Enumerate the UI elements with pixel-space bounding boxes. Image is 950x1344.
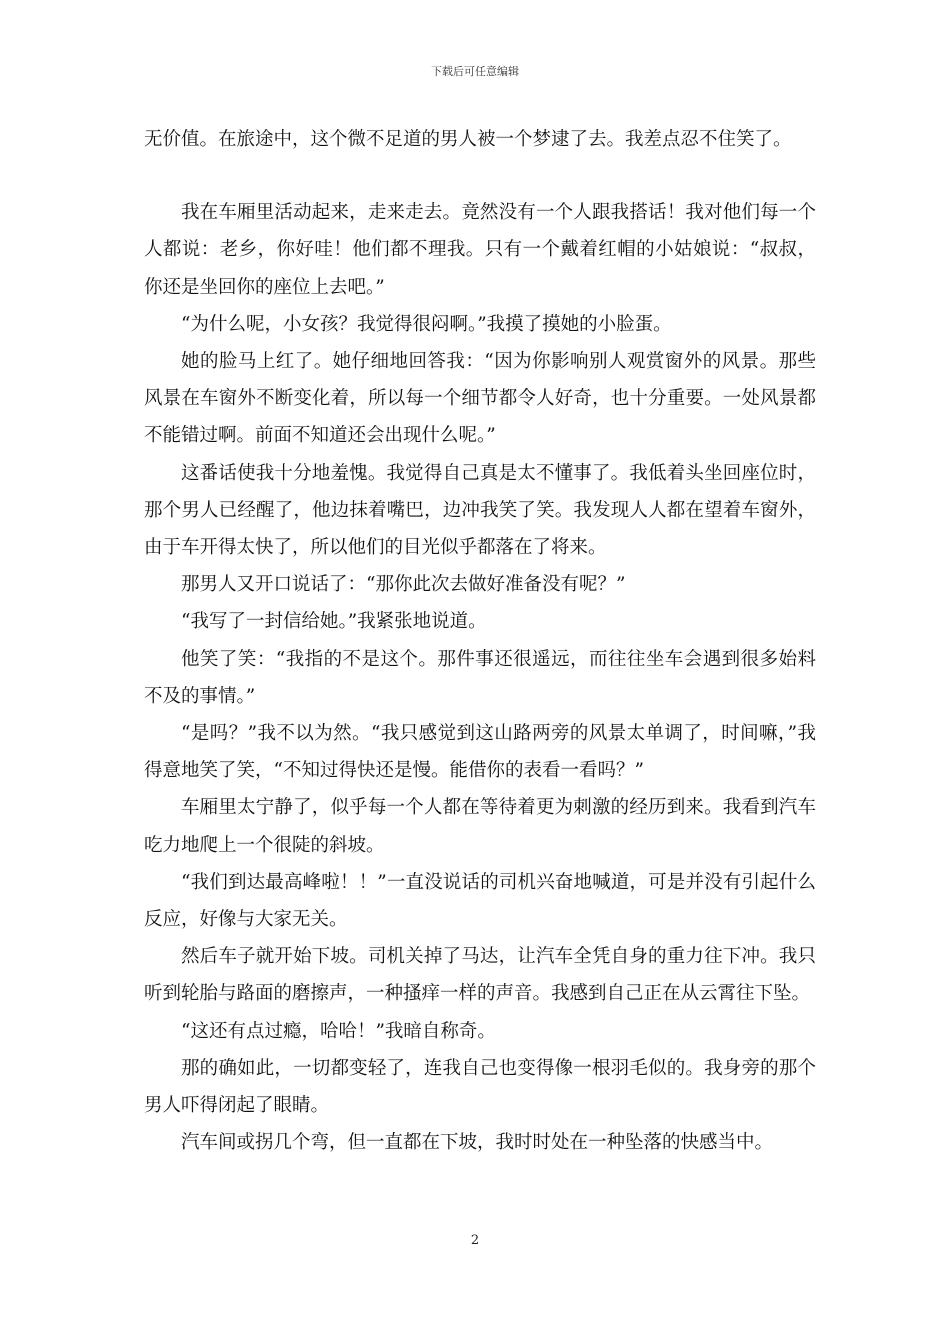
paragraph: 我在车厢里活动起来，走来走去。竟然没有一个人跟我搭话！我对他们每一个人都说：老乡，你好哇！他们都不理我。只有一个戴着红帽的小姑娘说：“叔叔，你还是坐回你的座位上去吧。” [144, 202, 816, 298]
paragraph: “是吗？”我不以为然。“我只感觉到这山路两旁的风景太单调了，时间嘛，”我得意地笑了笑，“不知过得快还是慢。能借你的表看一看吗？” [144, 723, 816, 782]
paragraph: 那的确如此，一切都变轻了，连我自己也变得像一根羽毛似的。我身旁的那个男人吓得闭起了眼睛。 [144, 1057, 816, 1117]
paragraph: 车厢里太宁静了，似乎每一个人都在等待着更为刺激的经历到来。我看到汽车吃力地爬上一个很陡的斜坡。 [144, 797, 816, 856]
paragraph-continuation: 无价值。在旅途中，这个微不足道的男人被一个梦逮了去。我差点忍不住笑了。 [144, 129, 792, 150]
paragraph: “这还有点过瘾，哈哈！”我暗自称奇。 [181, 1020, 496, 1042]
paragraph: 这番话使我十分地羞愧。我觉得自己真是太不懂事了。我低着头坐回座位时，那个男人已经醒了，他边抹着嘴巴，边冲我笑了笑。我发现人人都在望着车窗外，由于车开得太快了，所以他们的目光似乎都落在了将来。 [144, 462, 816, 559]
page-header: 下载后可任意编辑 [431, 65, 519, 78]
paragraph: “我写了一封信给她。”我紧张地说道。 [181, 611, 487, 633]
paragraph: 汽车间或拐几个弯，但一直都在下坡，我时时处在一种坠落的快感当中。 [181, 1132, 774, 1154]
page-number: 2 [470, 1233, 480, 1248]
paragraph: 那男人又开口说话了：“那你此次去做好准备没有呢？” [181, 574, 626, 596]
document-body [144, 121, 816, 1161]
paragraph: 他笑了笑：“我指的不是这个。那件事还很遥远，而往往坐车会遇到很多始料不及的事情。” [144, 648, 816, 707]
paragraph: 她的脸马上红了。她仔细地回答我：“因为你影响别人观赏窗外的风景。那些风景在车窗外不断变化着，所以每一个细节都令人好奇，也十分重要。一处风景都不能错过啊。前面不知道还会出现什么呢。” [144, 351, 816, 447]
paragraph: “我们到达最高峰啦！！”一直没说话的司机兴奋地喊道，可是并没有引起什么反应，好像与大家无关。 [144, 871, 816, 931]
paragraph: “为什么呢，小女孩？我觉得很闷啊。”我摸了摸她的小脸蛋。 [181, 313, 672, 335]
paragraph: 然后车子就开始下坡。司机关掉了马达，让汽车全凭自身的重力往下冲。我只听到轮胎与路面的磨擦声，一种搔痒一样的声音。我感到自己正在从云霄往下坠。 [144, 946, 816, 1005]
